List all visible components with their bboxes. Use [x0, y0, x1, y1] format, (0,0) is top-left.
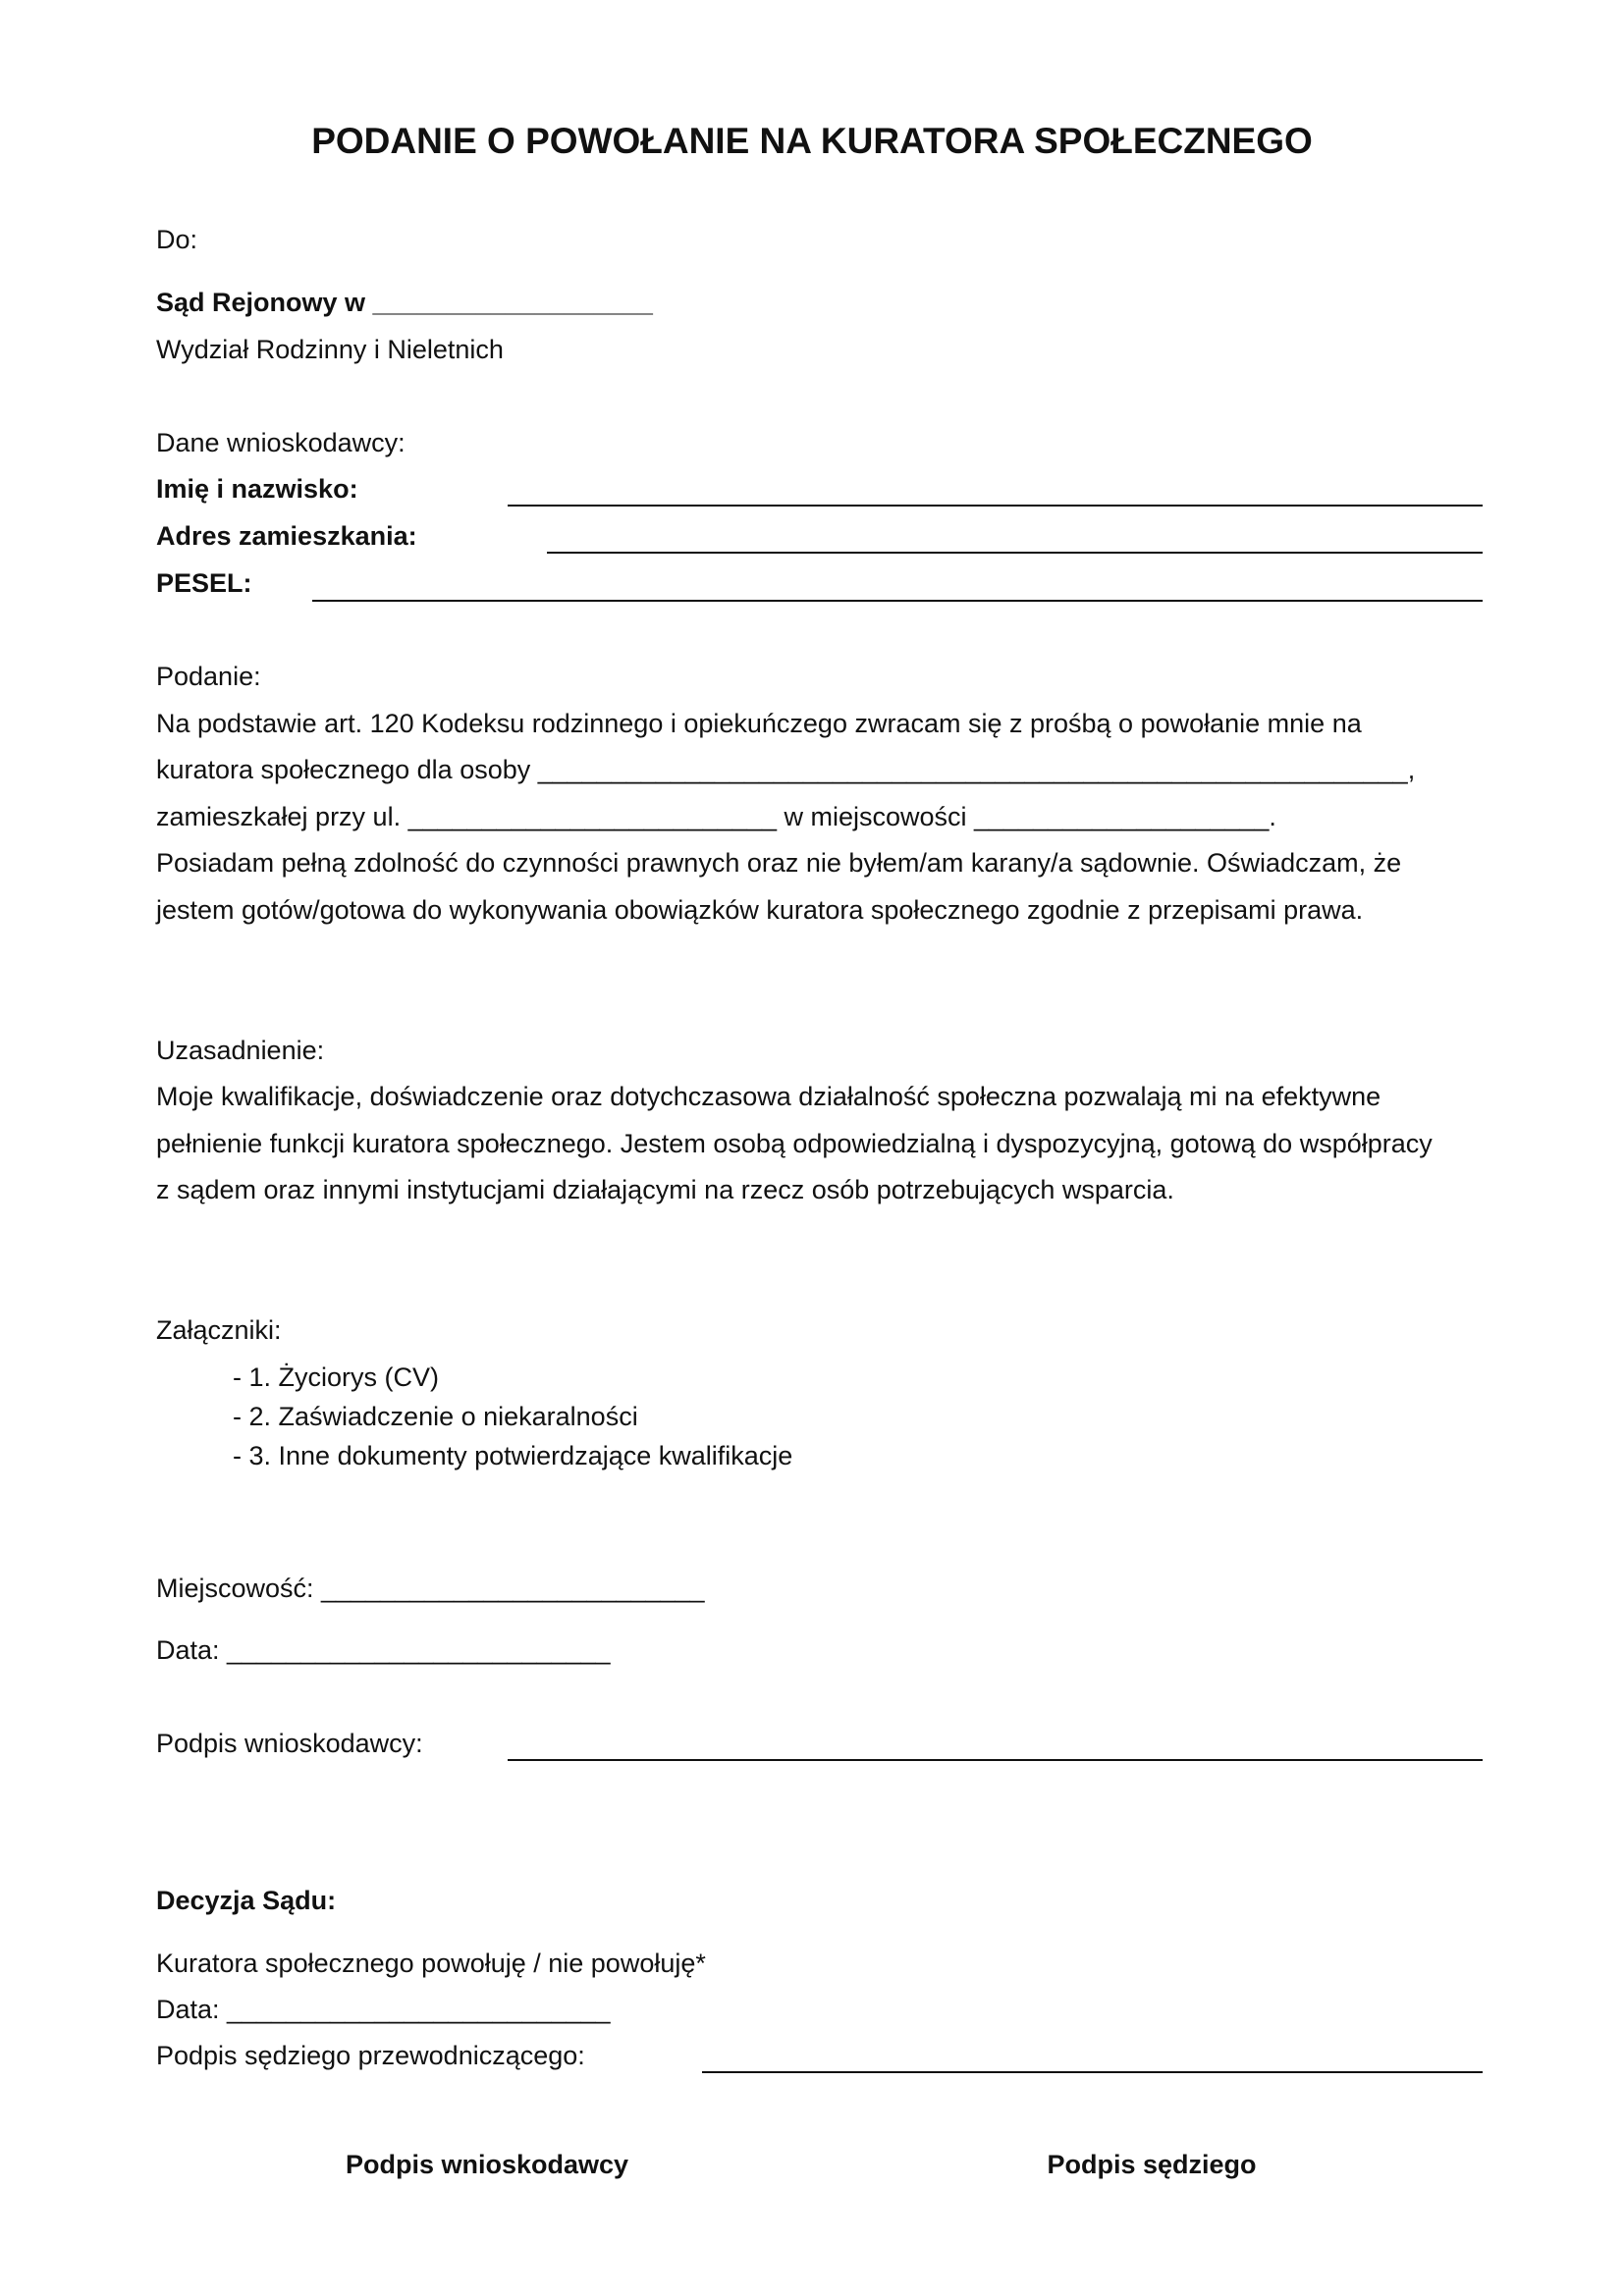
justification-line: z sądem oraz innymi instytucjami działającymi na rzecz osób potrzebujących wsparcia. [156, 1175, 1174, 1204]
decision-statement: Kuratora społecznego powołuję / nie powołuję* [156, 1949, 706, 1978]
footer-applicant-signature: Podpis wnioskodawcy [345, 2150, 629, 2179]
department-label: Wydział Rodzinny i Nieletnich [156, 335, 504, 364]
decision-date-field: Data: __________________________ [156, 1995, 611, 2024]
footer-judge-signature: Podpis sędziego [1047, 2150, 1257, 2179]
pesel-label: PESEL: [156, 568, 252, 598]
application-line: jestem gotów/gotowa do wykonywania obowiązków kuratora społecznego zgodnie z przepisami prawa. [156, 895, 1364, 925]
application-heading: Podanie: [156, 662, 261, 691]
pesel-input-line[interactable] [312, 600, 1483, 602]
attachment-item: - 3. Inne dokumenty potwierdzające kwalifikacje [233, 1441, 793, 1470]
judge-signature-label: Podpis sędziego przewodniczącego: [156, 2041, 585, 2070]
application-line: kuratora społecznego dla osoby ___________________________________________________________, [156, 755, 1416, 784]
attachment-item: - 2. Zaświadczenie o niekaralności [233, 1402, 638, 1431]
to-label: Do: [156, 225, 198, 254]
applicant-signature-line[interactable] [508, 1759, 1483, 1761]
date-field: Data: __________________________ [156, 1635, 611, 1665]
attachments-heading: Załączniki: [156, 1315, 282, 1345]
application-line: zamieszkałej przy ul. _________________________ w miejscowości ____________________. [156, 802, 1276, 831]
judge-signature-line[interactable] [702, 2071, 1483, 2073]
applicant-signature-label: Podpis wnioskodawcy: [156, 1729, 423, 1758]
document-title: PODANIE O POWOŁANIE NA KURATORA SPOŁECZNEGO [311, 121, 1313, 161]
court-field: Sąd Rejonowy w ___________________ [156, 288, 653, 317]
application-line: Posiadam pełną zdolność do czynności prawnych oraz nie byłem/am karany/a sądownie. Oświadczam, że [156, 848, 1402, 878]
address-label: Adres zamieszkania: [156, 521, 417, 551]
name-label: Imię i nazwisko: [156, 474, 358, 504]
address-input-line[interactable] [547, 552, 1483, 554]
decision-heading: Decyzja Sądu: [156, 1886, 337, 1915]
application-line: Na podstawie art. 120 Kodeksu rodzinnego i opiekuńczego zwracam się z prośbą o powołanie mnie na [156, 709, 1362, 738]
justification-line: pełnienie funkcji kuratora społecznego. Jestem osobą odpowiedzialną i dyspozycyjną, gotową do współpracy [156, 1129, 1433, 1158]
name-input-line[interactable] [508, 505, 1483, 507]
justification-heading: Uzasadnienie: [156, 1036, 325, 1065]
attachment-item: - 1. Życiorys (CV) [233, 1362, 440, 1392]
place-field: Miejscowość: __________________________ [156, 1574, 705, 1603]
applicant-heading: Dane wnioskodawcy: [156, 428, 406, 457]
justification-line: Moje kwalifikacje, doświadczenie oraz dotychczasowa działalność społeczna pozwalają mi na efektywne [156, 1082, 1381, 1111]
